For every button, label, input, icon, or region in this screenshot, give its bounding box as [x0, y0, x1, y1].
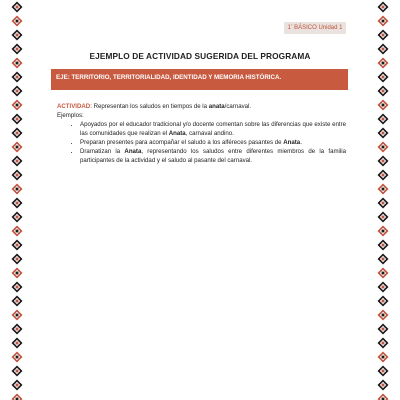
andean-woven-diamond-icon	[11, 267, 23, 279]
andean-woven-diamond-icon	[11, 15, 23, 27]
activity-line	[57, 102, 346, 111]
andean-woven-diamond-icon	[11, 225, 23, 237]
andean-woven-diamond-icon	[11, 183, 23, 195]
andean-woven-diamond-icon	[11, 197, 23, 209]
andean-woven-diamond-icon	[377, 281, 389, 293]
andean-woven-diamond-icon	[377, 351, 389, 363]
andean-woven-diamond-icon	[377, 309, 389, 321]
activity-text-after: /carnaval.	[224, 103, 252, 110]
andean-woven-diamond-icon	[377, 57, 389, 69]
andean-woven-diamond-icon	[377, 393, 389, 400]
andean-woven-diamond-icon	[377, 43, 389, 55]
grade-unit-badge	[284, 22, 346, 34]
andean-woven-diamond-icon	[11, 141, 23, 153]
andean-woven-diamond-icon	[11, 393, 23, 400]
example-text: .	[300, 139, 302, 146]
left-decorative-border	[8, 0, 26, 400]
activity-text-before: : Representan los saludos en tiempos de la	[90, 103, 209, 110]
andean-woven-diamond-icon	[11, 169, 23, 181]
grade-number: 1	[287, 25, 291, 31]
andean-woven-diamond-icon	[11, 351, 23, 363]
andean-woven-diamond-icon	[11, 43, 23, 55]
andean-woven-diamond-icon	[11, 71, 23, 83]
andean-woven-diamond-icon	[11, 155, 23, 167]
andean-woven-diamond-icon	[11, 85, 23, 97]
andean-woven-diamond-icon	[11, 295, 23, 307]
right-decorative-border	[374, 0, 392, 400]
example-text: Preparan presentes para acompañar el saludo a los alféreces pasantes de	[80, 139, 284, 146]
andean-woven-diamond-icon	[377, 225, 389, 237]
andean-woven-diamond-icon	[377, 253, 389, 265]
example-item	[80, 138, 346, 147]
activity-label: ACTIVIDAD	[57, 103, 91, 110]
andean-woven-diamond-icon	[377, 267, 389, 279]
example-item	[80, 120, 346, 138]
andean-woven-diamond-icon	[377, 379, 389, 391]
andean-woven-diamond-icon	[11, 379, 23, 391]
example-text: , representando los saludos entre diferentes miembros de la familia participantes de la actividad y el saludo al pasante del carnaval.	[80, 148, 346, 164]
activity-keyword: anata	[208, 103, 225, 110]
examples-list	[57, 120, 346, 165]
andean-woven-diamond-icon	[377, 323, 389, 335]
andean-woven-diamond-icon	[377, 71, 389, 83]
example-item	[80, 147, 346, 165]
andean-woven-diamond-icon	[11, 309, 23, 321]
andean-woven-diamond-icon	[11, 239, 23, 251]
andean-woven-diamond-icon	[377, 155, 389, 167]
andean-woven-diamond-icon	[377, 197, 389, 209]
activity-content	[57, 102, 346, 165]
andean-woven-diamond-icon	[377, 15, 389, 27]
grade-ordinal: °	[290, 23, 293, 28]
andean-woven-diamond-icon	[377, 85, 389, 97]
page-title: EJEMPLO DE ACTIVIDAD SUGERIDA DEL PROGRAMA	[89, 51, 311, 61]
andean-woven-diamond-icon	[11, 337, 23, 349]
andean-woven-diamond-icon	[377, 99, 389, 111]
andean-woven-diamond-icon	[11, 113, 23, 125]
example-text: , carnaval andino.	[185, 130, 234, 137]
andean-woven-diamond-icon	[377, 365, 389, 377]
andean-woven-diamond-icon	[377, 29, 389, 41]
andean-woven-diamond-icon	[377, 127, 389, 139]
andean-woven-diamond-icon	[377, 239, 389, 251]
andean-woven-diamond-icon	[11, 253, 23, 265]
andean-woven-diamond-icon	[377, 337, 389, 349]
andean-woven-diamond-icon	[377, 183, 389, 195]
andean-woven-diamond-icon	[377, 211, 389, 223]
axis-heading-bar: EJE: TERRITORIO, TERRITORIALIDAD, IDENTIDAD Y MEMORIA HISTÓRICA.	[51, 69, 348, 90]
andean-woven-diamond-icon	[377, 1, 389, 13]
andean-woven-diamond-icon	[11, 127, 23, 139]
andean-woven-diamond-icon	[11, 99, 23, 111]
example-text: Dramatizan la	[80, 148, 125, 155]
examples-label: Ejemplos:	[57, 112, 84, 119]
andean-woven-diamond-icon	[11, 365, 23, 377]
andean-woven-diamond-icon	[11, 211, 23, 223]
example-keyword: Anata	[283, 139, 301, 146]
andean-woven-diamond-icon	[11, 29, 23, 41]
andean-woven-diamond-icon	[377, 141, 389, 153]
andean-woven-diamond-icon	[11, 1, 23, 13]
andean-woven-diamond-icon	[11, 323, 23, 335]
example-keyword: Anata	[124, 148, 142, 155]
andean-woven-diamond-icon	[11, 57, 23, 69]
andean-woven-diamond-icon	[377, 113, 389, 125]
example-text: Apoyados por el educador tradicional y/o docente comentan sobre las diferencias que existe entre las comunidades que realizan el	[80, 121, 346, 137]
grade-unit-text: BÁSICO Unidad 1	[292, 25, 343, 31]
andean-woven-diamond-icon	[377, 169, 389, 181]
andean-woven-diamond-icon	[377, 295, 389, 307]
example-keyword: Anata	[168, 130, 186, 137]
andean-woven-diamond-icon	[11, 281, 23, 293]
